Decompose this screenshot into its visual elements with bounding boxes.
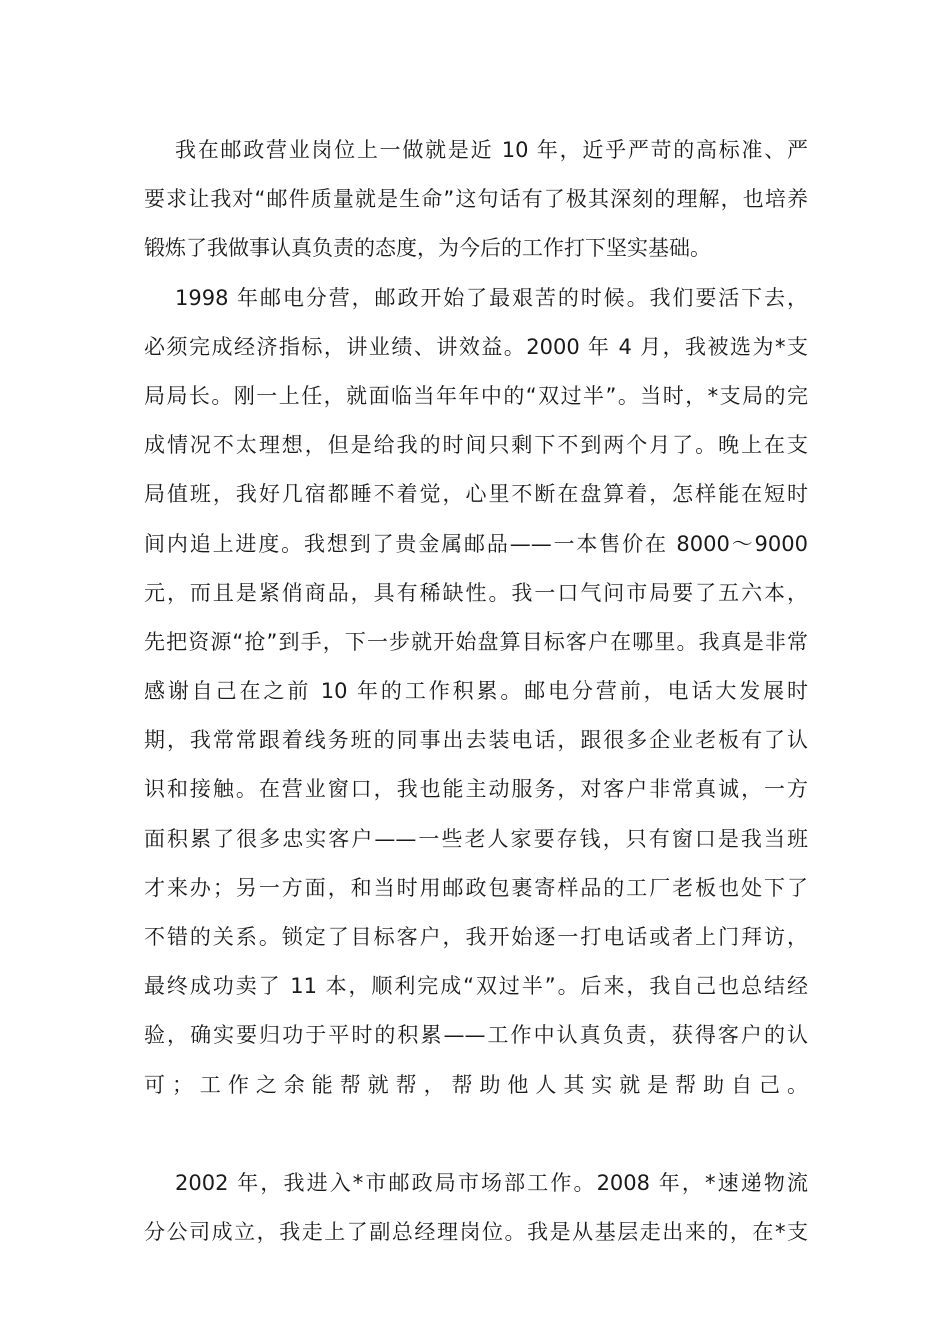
text-line: 分公司成立，我走上了副总经理岗位。我是从基层走出来的，在*支 [144, 1220, 808, 1245]
text-line [144, 1110, 808, 1159]
text-line: 1998 年邮电分营，邮政开始了最艰苦的时候。我们要活下去， [175, 285, 808, 310]
text-line: 验，确实要归功于平时的积累——工作中认真负责，获得客户的认 [144, 1023, 808, 1048]
document-body [144, 126, 808, 1257]
text-line: 锻炼了我做事认真负责的态度，为今后的工作打下坚实基础。 [144, 236, 711, 261]
text-line: 2002 年，我进入*市邮政局市场部工作。2008 年，*速递物流 [175, 1170, 808, 1195]
text-line: 感谢自己在之前 10 年的工作积累。邮电分营前，电话大发展时 [144, 679, 808, 704]
text-line: 要求让我对“邮件质量就是生命”这句话有了极其深刻的理解，也培养 [144, 187, 808, 212]
text-line: 间内追上进度。我想到了贵金属邮品——一本售价在 8000～9000 [144, 531, 808, 556]
text-line: 才来办；另一方面，和当时用邮政包裹寄样品的工厂老板也处下了 [144, 875, 808, 900]
paragraph [144, 126, 808, 274]
text-line: 可；工作之余能帮就帮，帮助他人其实就是帮助自己。 [144, 1072, 808, 1097]
text-line: 期，我常常跟着线务班的同事出去装电话，跟很多企业老板有了认 [144, 728, 808, 753]
text-line: 成情况不太理想，但是给我的时间只剩下不到两个月了。晚上在支 [144, 433, 808, 458]
paragraph [144, 1159, 808, 1257]
text-line: 局局长。刚一上任，就面临当年年中的“双过半”。当时，*支局的完 [144, 383, 808, 408]
text-line: 面积累了很多忠实客户——一些老人家要存钱，只有窗口是我当班 [144, 826, 808, 851]
text-line: 必须完成经济指标，讲业绩、讲效益。2000 年 4 月，我被选为*支 [144, 334, 808, 359]
paragraph [144, 274, 808, 1159]
text-line: 我在邮政营业岗位上一做就是近 10 年，近乎严苛的高标准、严 [175, 138, 808, 162]
text-line: 局值班，我好几宿都睡不着觉，心里不断在盘算着，怎样能在短时 [144, 482, 808, 507]
text-line: 识和接触。在营业窗口，我也能主动服务，对客户非常真诚，一方 [144, 777, 808, 802]
text-line: 元，而且是紧俏商品，具有稀缺性。我一口气问市局要了五六本， [144, 580, 808, 605]
text-line: 最终成功卖了 11 本，顺利完成“双过半”。后来，我自己也总结经 [144, 974, 808, 999]
text-line: 不错的关系。锁定了目标客户，我开始逐一打电话或者上门拜访， [144, 925, 808, 949]
text-line: 先把资源“抢”到手，下一步就开始盘算目标客户在哪里。我真是非常 [144, 629, 808, 654]
